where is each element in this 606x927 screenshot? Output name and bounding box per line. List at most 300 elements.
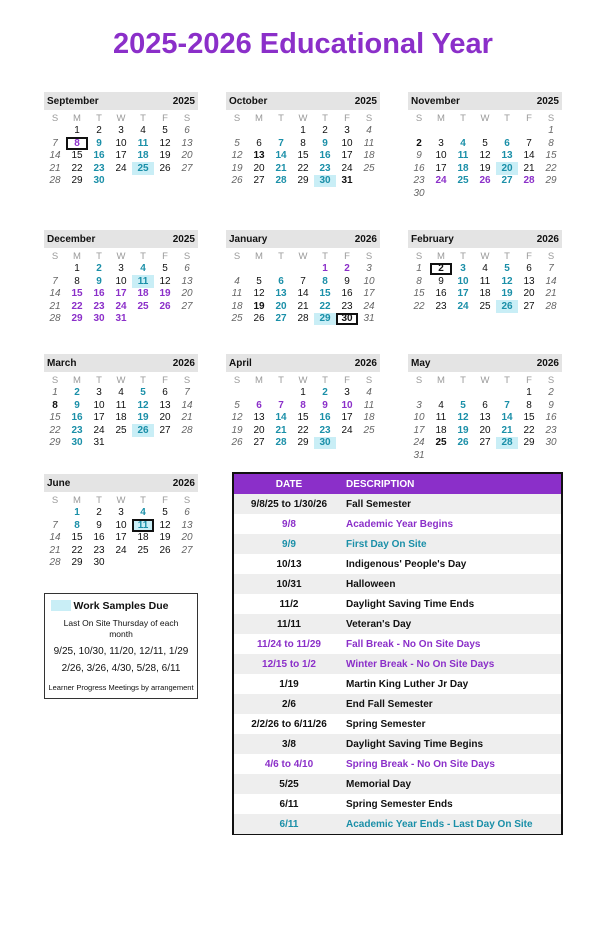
empty-cell	[496, 387, 518, 400]
day-cell: 28	[496, 437, 518, 450]
day-cell: 10	[93, 399, 105, 411]
day-grid	[44, 374, 198, 449]
day-cell: 5	[482, 137, 488, 149]
weekday-label: T	[460, 112, 466, 124]
empty-cell	[452, 125, 474, 138]
month-name: December	[47, 233, 96, 245]
day-cell: 12	[137, 399, 149, 411]
day-cell: 17	[457, 288, 469, 300]
month-calendar-february	[408, 230, 562, 313]
month-name: May	[411, 357, 431, 369]
day-cell: 16	[545, 412, 557, 424]
weekday-label: F	[526, 374, 532, 386]
empty-cell	[44, 263, 66, 276]
weekday-label: T	[460, 374, 466, 386]
weekday-label: T	[278, 112, 284, 124]
month-name: November	[411, 95, 460, 107]
event-date: 3/8	[282, 738, 296, 750]
day-cell: 3	[366, 263, 372, 275]
day-cell: 15	[297, 150, 309, 162]
table-row	[234, 674, 561, 694]
day-cell: 4	[366, 387, 372, 399]
day-cell: 9	[74, 399, 80, 411]
empty-cell	[474, 387, 496, 400]
day-cell: 25	[115, 424, 127, 436]
day-cell: 7	[300, 275, 306, 287]
weekday-label: T	[504, 112, 510, 124]
day-cell: 4	[140, 507, 146, 519]
day-cell: 29	[545, 175, 557, 187]
weekday-label: M	[73, 250, 81, 262]
day-cell: 6	[526, 263, 532, 275]
day-cell: 19	[159, 150, 171, 162]
table-row	[234, 734, 561, 754]
month-year: 2025	[536, 95, 559, 107]
weekday-label: S	[547, 374, 555, 386]
day-cell: 30	[314, 175, 336, 188]
day-cell: 4	[140, 125, 146, 137]
day-cell: 27	[253, 437, 265, 449]
month-name: March	[47, 357, 77, 369]
weekday-label: S	[183, 112, 191, 124]
day-grid	[408, 112, 562, 200]
month-year: 2026	[536, 233, 559, 245]
empty-cell	[408, 387, 430, 400]
day-cell: 13	[501, 150, 513, 162]
day-cell: 15	[71, 150, 83, 162]
day-cell: 11	[137, 137, 149, 149]
weekday-label: W	[298, 250, 308, 262]
day-cell: 29	[297, 175, 309, 187]
day-cell: 10	[115, 275, 127, 287]
table-row	[234, 794, 561, 814]
month-name: February	[411, 233, 454, 245]
day-cell: 27	[523, 300, 535, 312]
day-grid	[408, 250, 562, 313]
empty-cell	[44, 125, 66, 138]
month-year: 2025	[354, 95, 377, 107]
day-cell: 10	[413, 412, 425, 424]
day-cell: 6	[278, 275, 284, 287]
weekday-label: M	[73, 494, 81, 506]
day-cell: 2	[344, 263, 350, 275]
weekday-label: T	[278, 374, 284, 386]
month-header	[408, 354, 562, 372]
day-cell: 30	[93, 557, 105, 569]
day-cell: 30	[545, 437, 557, 449]
event-date: 2/6	[282, 698, 296, 710]
day-cell: 2	[96, 125, 102, 137]
day-cell: 17	[435, 162, 447, 174]
day-cell: 26	[132, 424, 154, 437]
day-cell: 18	[137, 150, 149, 162]
day-cell: 10	[435, 150, 447, 162]
day-cell: 28	[49, 557, 61, 569]
day-cell: 4	[482, 263, 488, 275]
day-cell: 7	[184, 387, 190, 399]
month-name: June	[47, 477, 71, 489]
legend-title: Work Samples Due	[73, 600, 169, 612]
weekday-label: T	[504, 250, 510, 262]
day-cell: 16	[319, 412, 331, 424]
legend-dates-spring: 2/26, 3/26, 4/30, 5/28, 6/11	[61, 663, 181, 674]
day-cell: 12	[231, 150, 243, 162]
legend-footer: Learner Progress Meetings by arrangement	[48, 683, 194, 692]
day-cell: 17	[341, 150, 353, 162]
day-cell: 11	[132, 275, 154, 288]
day-cell: 21	[297, 300, 309, 312]
month-header	[226, 92, 380, 110]
event-date: 11/24 to 11/29	[257, 638, 321, 650]
event-date: 11/2	[279, 598, 299, 610]
legend-dates-fall: 9/25, 10/30, 11/20, 12/11, 1/29	[53, 646, 189, 657]
day-cell: 14	[275, 412, 287, 424]
day-cell: 16	[93, 532, 105, 544]
day-cell: 24	[115, 300, 127, 312]
day-cell: 29	[71, 175, 83, 187]
day-cell: 14	[49, 150, 61, 162]
day-cell: 25	[479, 300, 491, 312]
event-date: 9/8	[282, 518, 296, 530]
day-cell: 24	[115, 544, 127, 556]
day-cell: 8	[548, 137, 554, 149]
day-grid	[408, 374, 562, 462]
month-calendar-june	[44, 474, 198, 569]
weekday-label: S	[547, 112, 555, 124]
day-cell: 4	[118, 387, 124, 399]
day-cell: 8	[300, 137, 306, 149]
month-name: September	[47, 95, 99, 107]
weekday-label: M	[437, 112, 445, 124]
day-cell: 18	[363, 150, 375, 162]
day-cell: 6	[256, 137, 262, 149]
month-calendar-september	[44, 92, 198, 187]
table-row	[234, 654, 561, 674]
event-description: Fall Semester	[346, 498, 412, 510]
weekday-label: S	[415, 112, 423, 124]
day-cell: 18	[115, 412, 127, 424]
weekday-label: W	[116, 374, 126, 386]
event-date: 2/2/26 to 6/11/26	[251, 718, 327, 730]
day-cell: 9	[96, 275, 102, 287]
day-cell: 16	[435, 288, 447, 300]
day-cell: 22	[49, 424, 61, 436]
month-calendar-march	[44, 354, 198, 449]
day-cell: 23	[93, 544, 105, 556]
day-cell: 26	[496, 300, 518, 313]
empty-cell	[474, 125, 496, 138]
day-cell: 20	[181, 150, 193, 162]
work-samples-legend	[44, 593, 198, 699]
empty-cell	[226, 125, 248, 138]
day-cell: 26	[253, 313, 265, 325]
day-cell: 22	[413, 300, 425, 312]
event-description: Academic Year Ends - Last Day On Site	[346, 818, 533, 830]
day-cell: 10	[363, 275, 375, 287]
weekday-label: S	[415, 374, 423, 386]
day-cell: 13	[253, 412, 265, 424]
day-cell: 27	[159, 424, 171, 436]
event-description: Daylight Saving Time Begins	[346, 738, 484, 750]
day-cell: 16	[413, 162, 425, 174]
day-cell: 29	[71, 313, 83, 325]
month-calendar-december	[44, 230, 198, 325]
day-cell: 4	[438, 399, 444, 411]
event-description: Winter Break - No On Site Days	[346, 658, 495, 670]
day-cell: 9	[322, 399, 328, 411]
day-cell: 14	[523, 150, 535, 162]
day-cell: 1	[416, 263, 422, 275]
day-cell: 1	[300, 387, 306, 399]
day-cell: 28	[275, 175, 287, 187]
day-cell: 21	[275, 424, 287, 436]
day-cell: 9	[96, 519, 102, 531]
day-cell: 2	[96, 263, 102, 275]
day-cell: 20	[479, 424, 491, 436]
day-cell: 27	[479, 437, 491, 449]
day-cell: 9	[416, 150, 422, 162]
day-cell: 10	[341, 399, 353, 411]
day-cell: 12	[479, 150, 491, 162]
day-cell: 5	[460, 399, 466, 411]
weekday-label: S	[365, 250, 373, 262]
weekday-label: S	[183, 374, 191, 386]
day-cell: 26	[159, 544, 171, 556]
day-cell: 3	[438, 137, 444, 149]
event-date: 9/9	[282, 538, 296, 550]
empty-cell	[270, 387, 292, 400]
day-cell: 23	[93, 162, 105, 174]
day-cell: 21	[275, 162, 287, 174]
day-cell: 18	[457, 162, 469, 174]
day-cell: 14	[49, 288, 61, 300]
weekday-label: F	[162, 374, 168, 386]
table-row	[234, 494, 561, 514]
day-cell: 19	[231, 424, 243, 436]
day-cell: 17	[363, 288, 375, 300]
day-cell: 5	[504, 263, 510, 275]
day-cell: 7	[526, 137, 532, 149]
day-cell: 22	[523, 424, 535, 436]
day-cell: 6	[504, 137, 510, 149]
day-cell: 10	[341, 137, 353, 149]
table-row	[234, 714, 561, 734]
weekday-label: T	[140, 494, 146, 506]
legend-subtitle: Last On Site Thursday of each month	[63, 618, 179, 639]
day-cell: 7	[278, 137, 284, 149]
event-description: Daylight Saving Time Ends	[346, 598, 475, 610]
weekday-label: F	[162, 112, 168, 124]
day-cell: 25	[137, 544, 149, 556]
event-description: Spring Semester	[346, 718, 426, 730]
month-header	[226, 230, 380, 248]
weekday-label: T	[140, 374, 146, 386]
weekday-label: M	[255, 112, 263, 124]
event-date: 11/11	[277, 618, 301, 630]
empty-cell	[270, 263, 292, 276]
weekday-label: S	[365, 112, 373, 124]
day-cell: 24	[363, 300, 375, 312]
day-cell: 5	[162, 263, 168, 275]
day-cell: 11	[363, 137, 375, 149]
day-cell: 5	[256, 275, 262, 287]
day-cell: 17	[413, 424, 425, 436]
day-cell: 10	[115, 137, 127, 149]
month-header	[44, 474, 198, 492]
empty-cell	[430, 125, 452, 138]
weekday-label: T	[140, 250, 146, 262]
day-cell: 8	[74, 519, 80, 531]
day-cell: 16	[71, 412, 83, 424]
day-cell: 26	[231, 437, 243, 449]
day-cell: 21	[501, 424, 513, 436]
event-description: Memorial Day	[346, 778, 412, 790]
day-cell: 18	[137, 288, 149, 300]
day-cell: 8	[322, 275, 328, 287]
day-cell: 13	[159, 399, 171, 411]
day-cell: 11	[363, 399, 375, 411]
day-cell: 20	[253, 424, 265, 436]
day-cell: 12	[159, 275, 171, 287]
day-cell: 14	[181, 399, 193, 411]
table-row	[234, 574, 561, 594]
weekday-label: S	[183, 250, 191, 262]
day-cell: 27	[181, 300, 193, 312]
day-cell: 15	[297, 412, 309, 424]
event-description: First Day On Site	[346, 538, 427, 550]
day-cell: 29	[297, 437, 309, 449]
day-cell: 7	[504, 399, 510, 411]
day-cell: 10	[457, 275, 469, 287]
empty-cell	[430, 387, 452, 400]
day-cell: 3	[118, 125, 124, 137]
day-cell: 19	[457, 424, 469, 436]
day-cell: 26	[457, 437, 469, 449]
day-cell: 7	[52, 519, 58, 531]
day-cell: 24	[115, 162, 127, 174]
day-cell: 23	[435, 300, 447, 312]
table-row	[234, 694, 561, 714]
day-cell: 29	[71, 557, 83, 569]
weekday-label: T	[96, 374, 102, 386]
day-cell: 5	[234, 137, 240, 149]
day-cell: 28	[181, 424, 193, 436]
empty-cell	[248, 263, 270, 276]
day-cell: 4	[140, 263, 146, 275]
weekday-label: T	[322, 250, 328, 262]
day-cell: 8	[52, 399, 58, 411]
month-header	[44, 354, 198, 372]
month-name: January	[229, 233, 268, 245]
day-cell: 2	[74, 387, 80, 399]
day-cell: 27	[181, 162, 193, 174]
day-cell: 6	[184, 507, 190, 519]
day-cell: 30	[93, 313, 105, 325]
day-cell: 31	[115, 313, 127, 325]
day-cell: 14	[297, 288, 309, 300]
day-cell: 7	[278, 399, 284, 411]
month-header	[408, 92, 562, 110]
day-cell: 6	[256, 399, 262, 411]
weekday-label: M	[255, 250, 263, 262]
weekday-label: S	[233, 374, 241, 386]
day-cell: 28	[523, 175, 535, 187]
day-cell: 28	[545, 300, 557, 312]
day-cell: 3	[344, 387, 350, 399]
event-date: 10/31	[276, 578, 302, 590]
day-cell: 12	[231, 412, 243, 424]
day-cell: 17	[115, 532, 127, 544]
empty-cell	[408, 125, 430, 138]
day-cell: 13	[253, 150, 265, 162]
day-cell: 10	[115, 519, 127, 531]
day-cell: 9	[96, 137, 102, 149]
day-cell: 30	[314, 437, 336, 450]
weekday-label: W	[298, 374, 308, 386]
table-row	[234, 634, 561, 654]
day-cell: 28	[49, 313, 61, 325]
day-cell: 31	[363, 313, 375, 325]
table-row	[234, 594, 561, 614]
day-cell: 8	[74, 275, 80, 287]
day-cell: 24	[457, 300, 469, 312]
day-cell: 8	[526, 399, 532, 411]
event-description: Spring Semester Ends	[346, 798, 453, 810]
events-table-body	[234, 494, 561, 834]
day-cell: 5	[162, 507, 168, 519]
day-cell: 31	[93, 437, 105, 449]
day-cell: 22	[71, 544, 83, 556]
day-cell: 6	[184, 125, 190, 137]
day-cell: 23	[71, 424, 83, 436]
day-cell: 12	[253, 288, 265, 300]
day-cell: 24	[93, 424, 105, 436]
events-table-header	[234, 474, 561, 494]
day-cell: 23	[413, 175, 425, 187]
event-description: Fall Break - No On Site Days	[346, 638, 481, 650]
weekday-label: M	[255, 374, 263, 386]
day-grid	[44, 494, 198, 569]
event-date: 5/25	[279, 778, 299, 790]
event-description: End Fall Semester	[346, 698, 433, 710]
event-date: 4/6 to 4/10	[264, 758, 314, 770]
month-year: 2026	[354, 233, 377, 245]
day-cell: 13	[523, 275, 535, 287]
day-cell: 16	[93, 150, 105, 162]
day-cell: 19	[137, 412, 149, 424]
event-description: Indigenous' People's Day	[346, 558, 467, 570]
event-description: Academic Year Begins	[346, 518, 454, 530]
day-cell: 23	[341, 300, 353, 312]
day-cell: 30	[413, 187, 425, 199]
day-cell: 17	[341, 412, 353, 424]
day-cell: 15	[49, 412, 61, 424]
day-cell: 21	[181, 412, 193, 424]
day-cell: 30	[93, 175, 105, 187]
weekday-label: T	[96, 250, 102, 262]
month-year: 2026	[172, 477, 195, 489]
day-cell: 23	[545, 424, 557, 436]
weekday-label: S	[415, 250, 423, 262]
day-cell: 12	[159, 519, 171, 531]
day-cell: 1	[300, 125, 306, 137]
day-cell: 9	[438, 275, 444, 287]
empty-cell	[292, 263, 314, 276]
day-cell: 13	[181, 519, 193, 531]
day-cell: 3	[118, 263, 124, 275]
empty-cell	[452, 387, 474, 400]
header-description: DESCRIPTION	[346, 478, 415, 490]
